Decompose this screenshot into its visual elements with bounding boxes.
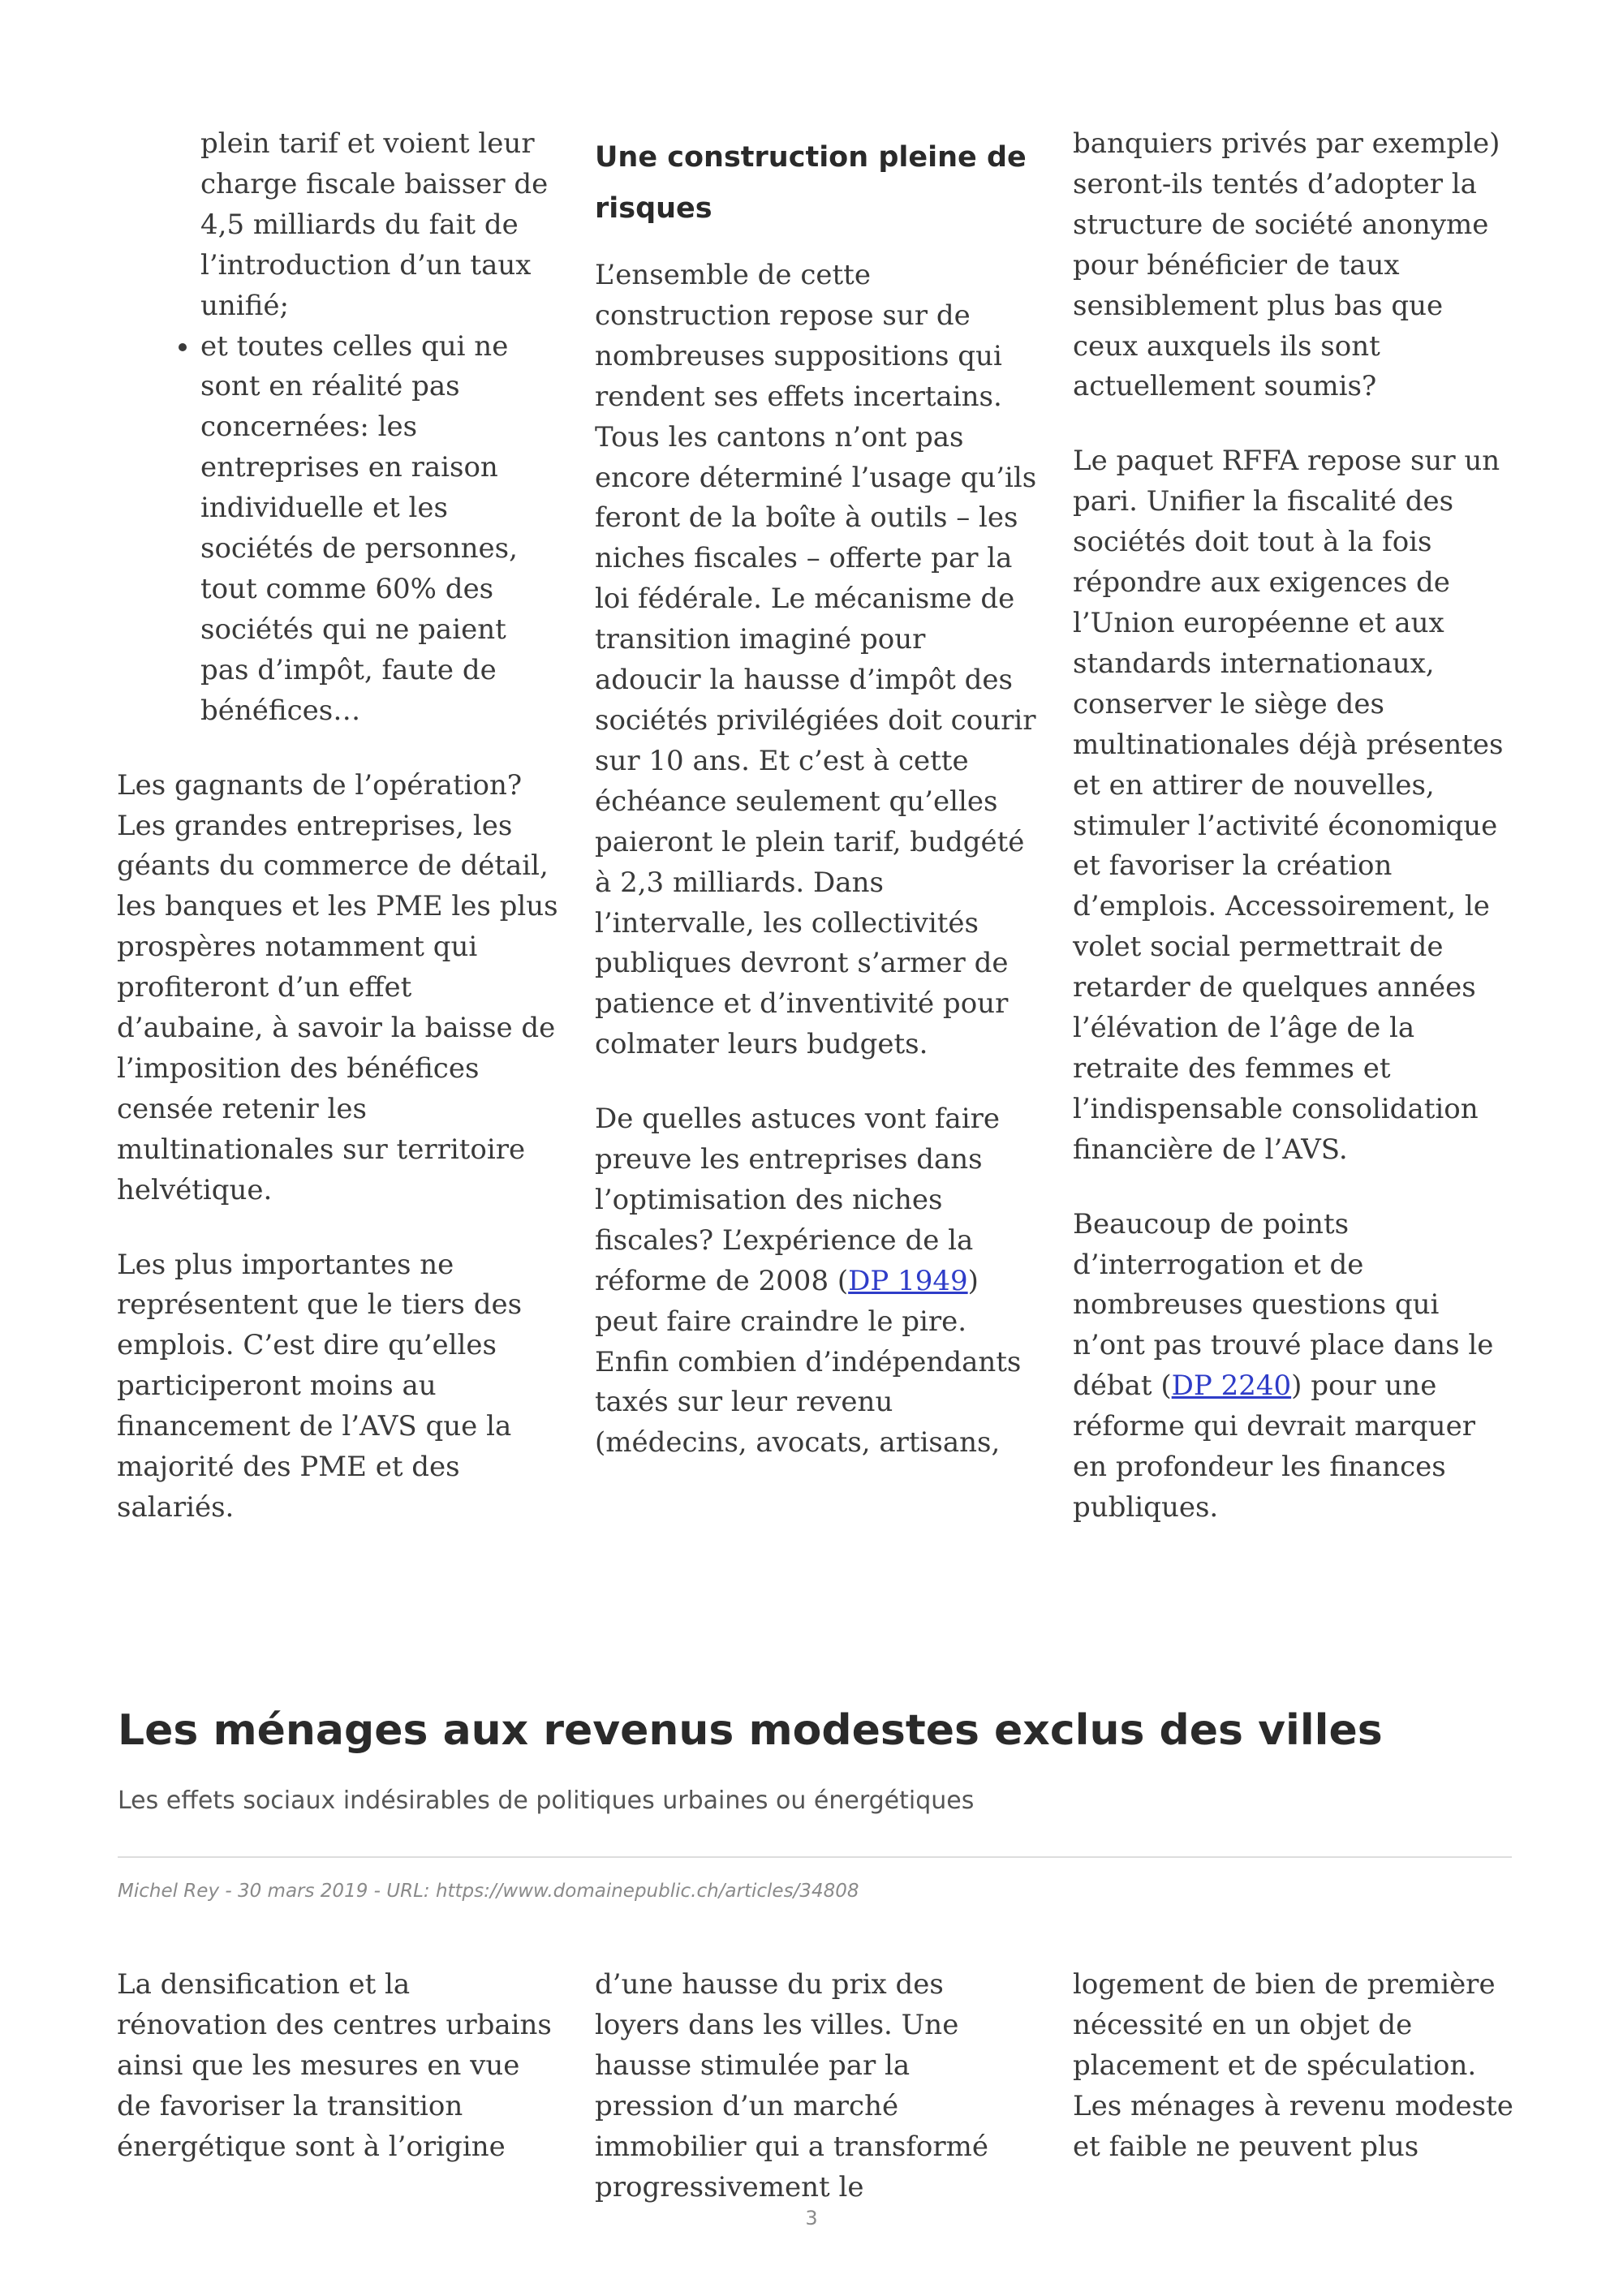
bullet-item [200,327,559,732]
section-subheading: Une construction pleine de risques [595,141,1027,225]
paragraph: Le paquet RFFA repose sur un pari. Unifier la fiscalité des sociétés doit tout à la fois répondre aux exigences de l’Union européenne et aux standards internationaux, conserver le siège des multinationales déjà présentes et en attirer de nouvelles, stimuler l’activité économique et favoriser la création d’emplois. Accessoirement, le volet social permettrait de retarder de quelques années l’élévation de l’âge de la retraite des femmes et l’indispensable consolidation financière de l’AVS. [1073,445,1504,1166]
bullet-item-continuation [200,124,559,327]
paragraph-text: De quelles astuces vont faire preuve les entreprises dans l’optimisation des niches fiscales? L’expérience de la réforme de 2008 ( [595,1103,1000,1297]
bullet-item-text: plein tarif et voient leur charge fiscale baisser de 4,5 milliards du fait de l’introduction d’un taux unifié; [200,127,549,322]
article-byline: Michel Rey - 30 mars 2019 - URL: https://www.domainepublic.ch/articles/34808 [118,1881,859,1902]
paragraph-text: Beaucoup de points d’interrogation et de nombreuses questions qui n’ont pas trouvé place dans le débat ( [1073,1207,1494,1403]
bullet-item-text: et toutes celles qui ne sont en réalité pas concernées: les entreprises en raison individuelle et les sociétés de personnes, tout comme 60% des sociétés qui ne paient pas d’impôt, faute de bénéfices… [200,329,518,727]
paragraph-text: ) peut faire craindre le pire. Enfin combien d’indépendants taxés sur leur revenu (médecins, avocats, artisans, [595,1264,1022,1460]
paragraph [595,1099,1037,1464]
article2-column-3 [1073,1965,1515,2168]
paragraph [1073,1205,1515,1529]
paragraph: L’ensemble de cette construction repose sur de nombreuses suppositions qui rendent ses effets incertains. Tous les cantons n’ont pas encore déterminé l’usage qu’ils feront de la boîte à outils – les niches fiscales – offerte par la loi fédérale. Le mécanisme de transition imaginé pour adoucir la hausse d’impôt des sociétés privilégiées doit courir sur 10 ans. Et c’est à cette échéance seulement qu’elles paieront le plein tarif, budgété à 2,3 milliards. Dans l’intervalle, les collectivités publiques devront s’armer de patience et d’inventivité pour colmater leurs budgets. [595,259,1037,1061]
bullet-list [117,124,559,732]
page-number: 3 [805,2207,818,2229]
article-column-1 [117,124,559,1563]
paragraph: logement de bien de première nécessité en un objet de placement et de spéculation. Les ménages à revenu modeste et faible ne peuvent plus [1073,1968,1513,2163]
article-column-3 [1073,124,1515,1563]
divider [118,1856,1512,1858]
paragraph: d’une hausse du prix des loyers dans les villes. Une hausse stimulée par la pression d’un marché immobilier qui a transformé progressivement le [595,1968,989,2204]
dp-1949-link[interactable]: DP 1949 [848,1264,968,1297]
paragraph: Les plus importantes ne représentent que le tiers des emplois. C’est dire qu’elles participeront moins au financement de l’AVS que la majorité des PME et des salariés. [117,1248,523,1524]
paragraph: banquiers privés par exemple) seront-ils tentés d’adopter la structure de société anonyme pour bénéficier de taux sensiblement plus bas que ceux auxquels ils sont actuellement soumis? [1073,127,1500,403]
paragraph-text: ) pour une réforme qui devrait marquer en profondeur les finances publiques. [1073,1369,1475,1524]
dp-2240-link[interactable]: DP 2240 [1171,1369,1292,1403]
article-subtitle: Les effets sociaux indésirables de politiques urbaines ou énergétiques [118,1786,975,1815]
paragraph: Les gagnants de l’opération? Les grandes entreprises, les géants du commerce de détail, les banques et les PME les plus prospères notamment qui profiteront d’un effet d’aubaine, à savoir la baisse de l’imposition des bénéfices censée retenir les multinationales sur territoire helvétique. [117,768,558,1206]
article2-column-1 [117,1965,559,2168]
article2-column-2 [595,1965,1037,2208]
paragraph: La densification et la rénovation des centres urbains ainsi que les mesures en vue de favoriser la transition énergétique sont à l’origine [117,1968,552,2163]
article-title: Les ménages aux revenus modestes exclus des villes [118,1706,1383,1755]
article-column-2 [595,132,1037,1498]
